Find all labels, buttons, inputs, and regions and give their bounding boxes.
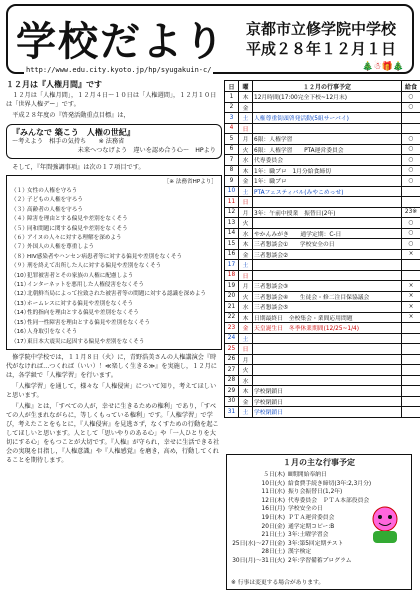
article-paragraph: 修学院中学校では，１１月８日（火）に，青野浩美さんの人権講演会『時代がなければ…つくれば（いい）！≪楽しく生きる≫』を実施し，１２月には，各学級で「人権学習」を行います。 xyxy=(6,353,217,379)
schedule-event: 12月時間(17:00完全下校~12月末) xyxy=(253,92,402,103)
schedule-event: やかんみがき 通学定期：C-日 xyxy=(253,228,402,239)
schedule-event: 三者懇談会⑤ xyxy=(253,302,402,313)
rights-item-number: （２） xyxy=(11,197,28,204)
schedule-row xyxy=(225,323,420,334)
schedule-day: 27 xyxy=(225,365,239,376)
schedule-lunch xyxy=(402,270,420,281)
rights-list-box xyxy=(6,175,222,350)
schedule-row xyxy=(225,92,420,103)
schedule-day: 7 xyxy=(225,155,239,166)
schedule-row xyxy=(225,249,420,260)
schedule-day: 26 xyxy=(225,354,239,365)
school-name: 京都市立修学院中学校 xyxy=(246,20,397,38)
schedule-weekday: 木 xyxy=(239,386,253,397)
schedule-row xyxy=(225,134,420,145)
rights-item xyxy=(11,234,217,243)
article-heading: １２月は『人権月間』です xyxy=(6,80,102,89)
schedule-row xyxy=(225,396,420,407)
schedule-weekday: 火 xyxy=(239,291,253,302)
rights-item-text: 障害を理由とする偏見や差別をなくそう xyxy=(27,216,128,223)
schedule-lunch: ○ xyxy=(402,176,420,187)
rights-item xyxy=(11,319,217,328)
january-event-date: 10日(火) xyxy=(261,480,285,487)
schedule-row xyxy=(225,123,420,134)
schedule-weekday: 金 xyxy=(239,396,253,407)
schedule-weekday: 木 xyxy=(239,92,253,103)
rights-item-number: （12） xyxy=(11,291,30,298)
schedule-weekday: 日 xyxy=(239,270,253,281)
schedule-weekday: 木 xyxy=(239,165,253,176)
rights-item-number: （８） xyxy=(11,253,28,260)
schedule-day: 24 xyxy=(225,333,239,344)
rights-item xyxy=(11,262,217,271)
december-schedule xyxy=(224,80,418,418)
schedule-row xyxy=(225,186,420,197)
schedule-row xyxy=(225,113,420,124)
rights-item xyxy=(11,338,217,347)
schedule-weekday: 日 xyxy=(239,123,253,134)
slogan-line: ～考えよう 相手の気持ち ※ 法務省 xyxy=(12,138,125,145)
schedule-day: 20 xyxy=(225,291,239,302)
schedule-weekday: 土 xyxy=(239,407,253,418)
schedule-row xyxy=(225,386,420,397)
schedule-lunch: × xyxy=(402,302,420,313)
schedule-lunch xyxy=(402,375,420,386)
schedule-weekday: 月 xyxy=(239,354,253,365)
schedule-lunch: ○ xyxy=(402,144,420,155)
schedule-day: 12 xyxy=(225,207,239,218)
january-event-date: 12日(木) xyxy=(261,497,285,504)
schedule-event xyxy=(253,260,402,271)
rights-item-number: （13） xyxy=(11,300,30,307)
january-event-text: 振り会振替日(1,2年) xyxy=(288,489,343,496)
january-event-row xyxy=(227,488,411,497)
rights-item xyxy=(11,272,217,281)
schedule-weekday: 木 xyxy=(239,239,253,250)
rights-item-text: 東日本大震災に起因する偏見や差別をなくそう xyxy=(27,338,145,345)
rights-source: ［※ 法務省HPより］ xyxy=(163,179,217,185)
rights-item xyxy=(11,290,217,299)
schedule-event xyxy=(253,365,402,376)
schedule-day: 8 xyxy=(225,165,239,176)
rights-item-text: 女性の人権を守ろう xyxy=(27,188,78,194)
schedule-row xyxy=(225,354,420,365)
rights-item-text: 高齢者の人権を守ろう xyxy=(27,206,83,213)
rights-item-text: 人身取引をなくそう xyxy=(27,329,78,336)
schedule-weekday: 火 xyxy=(239,365,253,376)
website-url[interactable]: http://www.edu.city.kyoto.jp/hp/syugakuin-c/ xyxy=(26,66,212,74)
january-event-text: 2年:学習備蓄プログラム xyxy=(288,557,352,564)
january-events-box xyxy=(226,454,412,590)
schedule-event xyxy=(253,123,402,134)
january-event-text: Ⅲ期開始奉納日 xyxy=(288,472,327,478)
rights-item-text: 北朝鮮当局によって拉致された被害者等の問題に対する認識を深めよう xyxy=(27,291,207,298)
col-lunch: 給食 xyxy=(402,81,420,92)
col-weekday: 曜 xyxy=(239,81,253,92)
schedule-lunch xyxy=(402,186,420,197)
schedule-lunch xyxy=(402,354,420,365)
schedule-weekday: 金 xyxy=(239,249,253,260)
schedule-day: 10 xyxy=(225,186,239,197)
rights-item-number: （16） xyxy=(11,329,30,336)
schedule-lunch: × xyxy=(402,312,420,323)
january-event-date: 21日(土) xyxy=(261,532,285,539)
schedule-row xyxy=(225,344,420,355)
schedule-day: 25 xyxy=(225,344,239,355)
masthead-box xyxy=(6,4,414,74)
schedule-row xyxy=(225,102,420,113)
schedule-day: 31 xyxy=(225,407,239,418)
masthead-title: 学校だより xyxy=(16,18,226,65)
schedule-event: 学校閉鎖日 xyxy=(253,386,402,397)
schedule-day: 9 xyxy=(225,176,239,187)
human-rights-article xyxy=(6,80,222,592)
january-event-text: 3年:第5回定期テスト xyxy=(288,540,344,547)
schedule-event: 6限：人権学習 xyxy=(253,134,402,145)
schedule-weekday: 水 xyxy=(239,155,253,166)
rights-item xyxy=(11,187,217,196)
schedule-row xyxy=(225,333,420,344)
schedule-row xyxy=(225,218,420,229)
schedule-event: 三者懇談会① 学校安全の日 xyxy=(253,239,402,250)
january-event-text: ＰＴＡ運営委員会 xyxy=(288,514,335,521)
article-paragraph: 平成２８年度の『啓発活動重点目標』は， xyxy=(12,112,130,119)
schedule-day: 15 xyxy=(225,239,239,250)
schedule-event: 代専委員会 xyxy=(253,155,402,166)
schedule-weekday: 水 xyxy=(239,228,253,239)
schedule-weekday: 土 xyxy=(239,333,253,344)
schedule-row xyxy=(225,365,420,376)
schedule-weekday: 火 xyxy=(239,218,253,229)
schedule-lunch: × xyxy=(402,281,420,292)
rights-item-text: インターネットを悪用した人権侵害をなくそう xyxy=(27,282,144,289)
january-event-date: 25日(水)～27日(金) xyxy=(232,540,285,547)
schedule-lunch: ○ xyxy=(402,92,420,103)
schedule-weekday: 金 xyxy=(239,323,253,334)
january-event-date: ５日(木) xyxy=(263,472,285,478)
slogan-box xyxy=(6,124,222,159)
january-event-text: 代専委員会 ＰＴＡ本部役員会 xyxy=(288,497,370,504)
schedule-row xyxy=(225,375,420,386)
schedule-lunch xyxy=(402,344,420,355)
schedule-row xyxy=(225,239,420,250)
rights-item-text: 犯罪被害者とその家族の人権に配慮しよう xyxy=(27,272,134,279)
schedule-lunch xyxy=(402,407,420,418)
rights-item-number: （17） xyxy=(11,338,30,345)
schedule-lunch: ○ xyxy=(402,155,420,166)
schedule-weekday: 日 xyxy=(239,197,253,208)
rights-item xyxy=(11,206,217,215)
schedule-lunch: ○ xyxy=(402,102,420,113)
january-event-date: 28日(土) xyxy=(261,549,285,556)
rights-item xyxy=(11,281,217,290)
schedule-day: 16 xyxy=(225,249,239,260)
rights-item xyxy=(11,253,217,262)
january-event-date: 30日(月)～31日(火) xyxy=(232,557,285,564)
schedule-day: 21 xyxy=(225,302,239,313)
january-event-date: 11日(水) xyxy=(261,489,285,496)
january-event-row xyxy=(227,557,411,566)
january-event-date: 16日(月) xyxy=(261,506,285,513)
slogan-line: 未来へつなげよう 違いを認め合う心～ HPより xyxy=(77,147,216,154)
schedule-lunch: ○ xyxy=(402,134,420,145)
schedule-day: 6 xyxy=(225,144,239,155)
schedule-weekday: 月 xyxy=(239,207,253,218)
schedule-weekday: 金 xyxy=(239,176,253,187)
schedule-day: 13 xyxy=(225,218,239,229)
schedule-event xyxy=(253,375,402,386)
article-paragraph: そして，『年間強調事項』は次の１７項目です。 xyxy=(12,164,145,171)
schedule-event: 学校閉鎖日 xyxy=(253,407,402,418)
january-event-text: 漢字検定 xyxy=(288,549,312,556)
rights-item-text: 性同一性障害を理由とする偏見や差別をなくそう xyxy=(27,319,151,326)
schedule-event: 1年：職プロ 1月分給食締切 xyxy=(253,165,402,176)
schedule-day: 3 xyxy=(225,113,239,124)
schedule-row xyxy=(225,144,420,155)
schedule-day: 28 xyxy=(225,375,239,386)
schedule-weekday: 日 xyxy=(239,344,253,355)
schedule-day: 22 xyxy=(225,312,239,323)
schedule-lunch: 23※ xyxy=(402,207,420,218)
rights-item xyxy=(11,215,217,224)
schedule-weekday: 金 xyxy=(239,102,253,113)
schedule-lunch xyxy=(402,113,420,124)
col-events: １２月の行事予定 xyxy=(253,81,402,92)
january-event-row xyxy=(227,480,411,489)
schedule-row xyxy=(225,228,420,239)
schedule-change-note: ※ 行事は変更する場合があります。 xyxy=(231,580,325,586)
january-event-row xyxy=(227,548,411,557)
schedule-event: 三者懇談会④ 生徒会・修二注目保協議会 xyxy=(253,291,402,302)
schedule-event xyxy=(253,333,402,344)
schedule-lunch xyxy=(402,197,420,208)
schedule-day: 1 xyxy=(225,92,239,103)
schedule-row xyxy=(225,302,420,313)
schedule-event xyxy=(253,354,402,365)
schedule-event xyxy=(253,270,402,281)
schedule-row xyxy=(225,291,420,302)
schedule-day: 2 xyxy=(225,102,239,113)
schedule-weekday: 土 xyxy=(239,260,253,271)
january-event-text: 3年:土曜学習会 xyxy=(288,532,329,539)
rights-item-text: 刑を終えて出所した人に対する偏見や差別をなくそう xyxy=(27,263,162,270)
rights-item-number: （１） xyxy=(11,188,28,194)
rights-item xyxy=(11,196,217,205)
rights-item-number: （４） xyxy=(11,216,28,223)
schedule-day: 19 xyxy=(225,281,239,292)
rights-item xyxy=(11,300,217,309)
schedule-lunch xyxy=(402,386,420,397)
table-header-row xyxy=(225,81,420,92)
schedule-event: 三者懇談会② xyxy=(253,249,402,260)
january-event-row xyxy=(227,471,411,480)
schedule-row xyxy=(225,281,420,292)
january-event-text: 学校安全の日 xyxy=(288,506,323,513)
schedule-row xyxy=(225,155,420,166)
schedule-table xyxy=(224,80,420,418)
christmas-decoration-icon: 🎄☃🎁🎄 xyxy=(362,62,404,72)
schedule-weekday: 水 xyxy=(239,375,253,386)
schedule-lunch xyxy=(402,396,420,407)
schedule-event xyxy=(253,344,402,355)
schedule-row xyxy=(225,197,420,208)
school-mascot-icon xyxy=(365,503,405,547)
schedule-event: 1年：職プロ xyxy=(253,176,402,187)
rights-item xyxy=(11,309,217,318)
rights-item-text: HIV感染者やハンセン病患者等に対する偏見や差別をなくそう xyxy=(27,253,183,260)
january-title: １月の主な行事予定 xyxy=(283,458,355,467)
schedule-row xyxy=(225,270,420,281)
schedule-event xyxy=(253,102,402,113)
schedule-weekday: 火 xyxy=(239,144,253,155)
rights-item-number: （５） xyxy=(11,225,28,232)
schedule-lunch: × xyxy=(402,249,420,260)
schedule-weekday: 月 xyxy=(239,281,253,292)
schedule-day: 4 xyxy=(225,123,239,134)
schedule-weekday: 土 xyxy=(239,186,253,197)
january-event-date: 20日(金) xyxy=(261,523,285,530)
schedule-event: PTAフェスティバル(みやこめっせ) xyxy=(253,186,402,197)
january-event-text: 給食費手続き締切(3年:2,3月分) xyxy=(288,480,372,487)
schedule-lunch: × xyxy=(402,291,420,302)
schedule-event: 三者懇談会③ xyxy=(253,281,402,292)
schedule-event: 3年：午前中授業 振替日(2年) xyxy=(253,207,402,218)
schedule-lunch xyxy=(402,333,420,344)
rights-item-number: （15） xyxy=(11,319,30,326)
article-paragraph: 「人権学習」を通して，様々な「人権侵害」について知り，考えてほしいと思います。 xyxy=(6,382,217,399)
rights-item-number: （９） xyxy=(11,263,28,270)
schedule-day: 5 xyxy=(225,134,239,145)
january-event-text: 通学定期コピー:B xyxy=(288,523,335,530)
slogan-title: 『みんなで 築こう 人権の世紀』 xyxy=(12,128,135,137)
schedule-lunch xyxy=(402,323,420,334)
rights-item-text: 同和問題に関する偏見や差別をなくそう xyxy=(27,225,128,232)
schedule-lunch xyxy=(402,365,420,376)
rights-item-text: 外国人の人権を尊重しよう xyxy=(27,244,95,251)
rights-item xyxy=(11,328,217,337)
rights-item-number: （７） xyxy=(11,244,28,251)
rights-item xyxy=(11,243,217,252)
article-paragraph: 『人権』とは，「すべての人が，幸せに生きるための権利」であり，「すべての人が生まれながらに，等しくもっている権利」です。「人権学習」で学び，考えたことをもとに，『人権侵害』を見逃さず，なくすための行動を起こしてほしいと思います。人として「思いやりのある心」や「一人ひとりを大切にする心」をもつことが大切です。『人権』が守られ，幸せに生活できる社会の実現を目指し，『人権意識』や『人権感覚』を磨き，高め，行動してくれることを期待します。 xyxy=(6,402,220,464)
schedule-weekday: 土 xyxy=(239,113,253,124)
schedule-weekday: 月 xyxy=(239,134,253,145)
schedule-weekday: 木 xyxy=(239,312,253,323)
rights-item-number: （３） xyxy=(11,206,28,213)
schedule-event: 人権尊重街頭啓発活動(5組サーバイ) xyxy=(253,113,402,124)
rights-item-text: アイヌの人々に対する理解を深めよう xyxy=(27,235,122,242)
rights-item-text: 性的指向を理由とする偏見や差別をなくそう xyxy=(27,310,139,317)
rights-item-text: 子どもの人権を守ろう xyxy=(27,197,83,204)
schedule-row xyxy=(225,165,420,176)
schedule-row xyxy=(225,312,420,323)
schedule-lunch xyxy=(402,260,420,271)
schedule-day: 30 xyxy=(225,396,239,407)
schedule-row xyxy=(225,176,420,187)
schedule-event xyxy=(253,197,402,208)
schedule-day: 29 xyxy=(225,386,239,397)
schedule-event: 学校閉鎖日 xyxy=(253,396,402,407)
article-paragraph: １２月は「人権月間」，１２月４日～１０日は「人権週間」，１２月１０日は「世界人権デー」です。 xyxy=(6,92,217,108)
schedule-lunch: ○ xyxy=(402,228,420,239)
schedule-weekday: 水 xyxy=(239,302,253,313)
rights-item-number: （11） xyxy=(11,282,30,289)
rights-item xyxy=(11,225,217,234)
schedule-day: 11 xyxy=(225,197,239,208)
issue-date: 平成２８年１２月１日 xyxy=(246,40,397,58)
schedule-lunch xyxy=(402,123,420,134)
schedule-event xyxy=(253,218,402,229)
rights-item-text: ホームレスに対する偏見や差別をなくそう xyxy=(27,300,134,307)
schedule-event: 天皇誕生日 冬季休業期間(12/25~1/4) xyxy=(253,323,402,334)
schedule-day: 17 xyxy=(225,260,239,271)
rights-item-number: （14） xyxy=(11,310,30,317)
rights-item-number: （６） xyxy=(11,235,28,242)
january-event-date: 19日(木) xyxy=(261,514,285,521)
schedule-lunch: ○ xyxy=(402,165,420,176)
schedule-day: 14 xyxy=(225,228,239,239)
schedule-row xyxy=(225,407,420,418)
schedule-lunch: ○ xyxy=(402,239,420,250)
schedule-row xyxy=(225,260,420,271)
schedule-event: 6限：人権学習 PTA運営委員会 xyxy=(253,144,402,155)
schedule-day: 18 xyxy=(225,270,239,281)
schedule-lunch: ○ xyxy=(402,218,420,229)
col-day: 日 xyxy=(225,81,239,92)
rights-item-number: （10） xyxy=(11,272,30,279)
schedule-event: 日期最終日 全校集会・業間応用問題 xyxy=(253,312,402,323)
schedule-day: 23 xyxy=(225,323,239,334)
schedule-row xyxy=(225,207,420,218)
